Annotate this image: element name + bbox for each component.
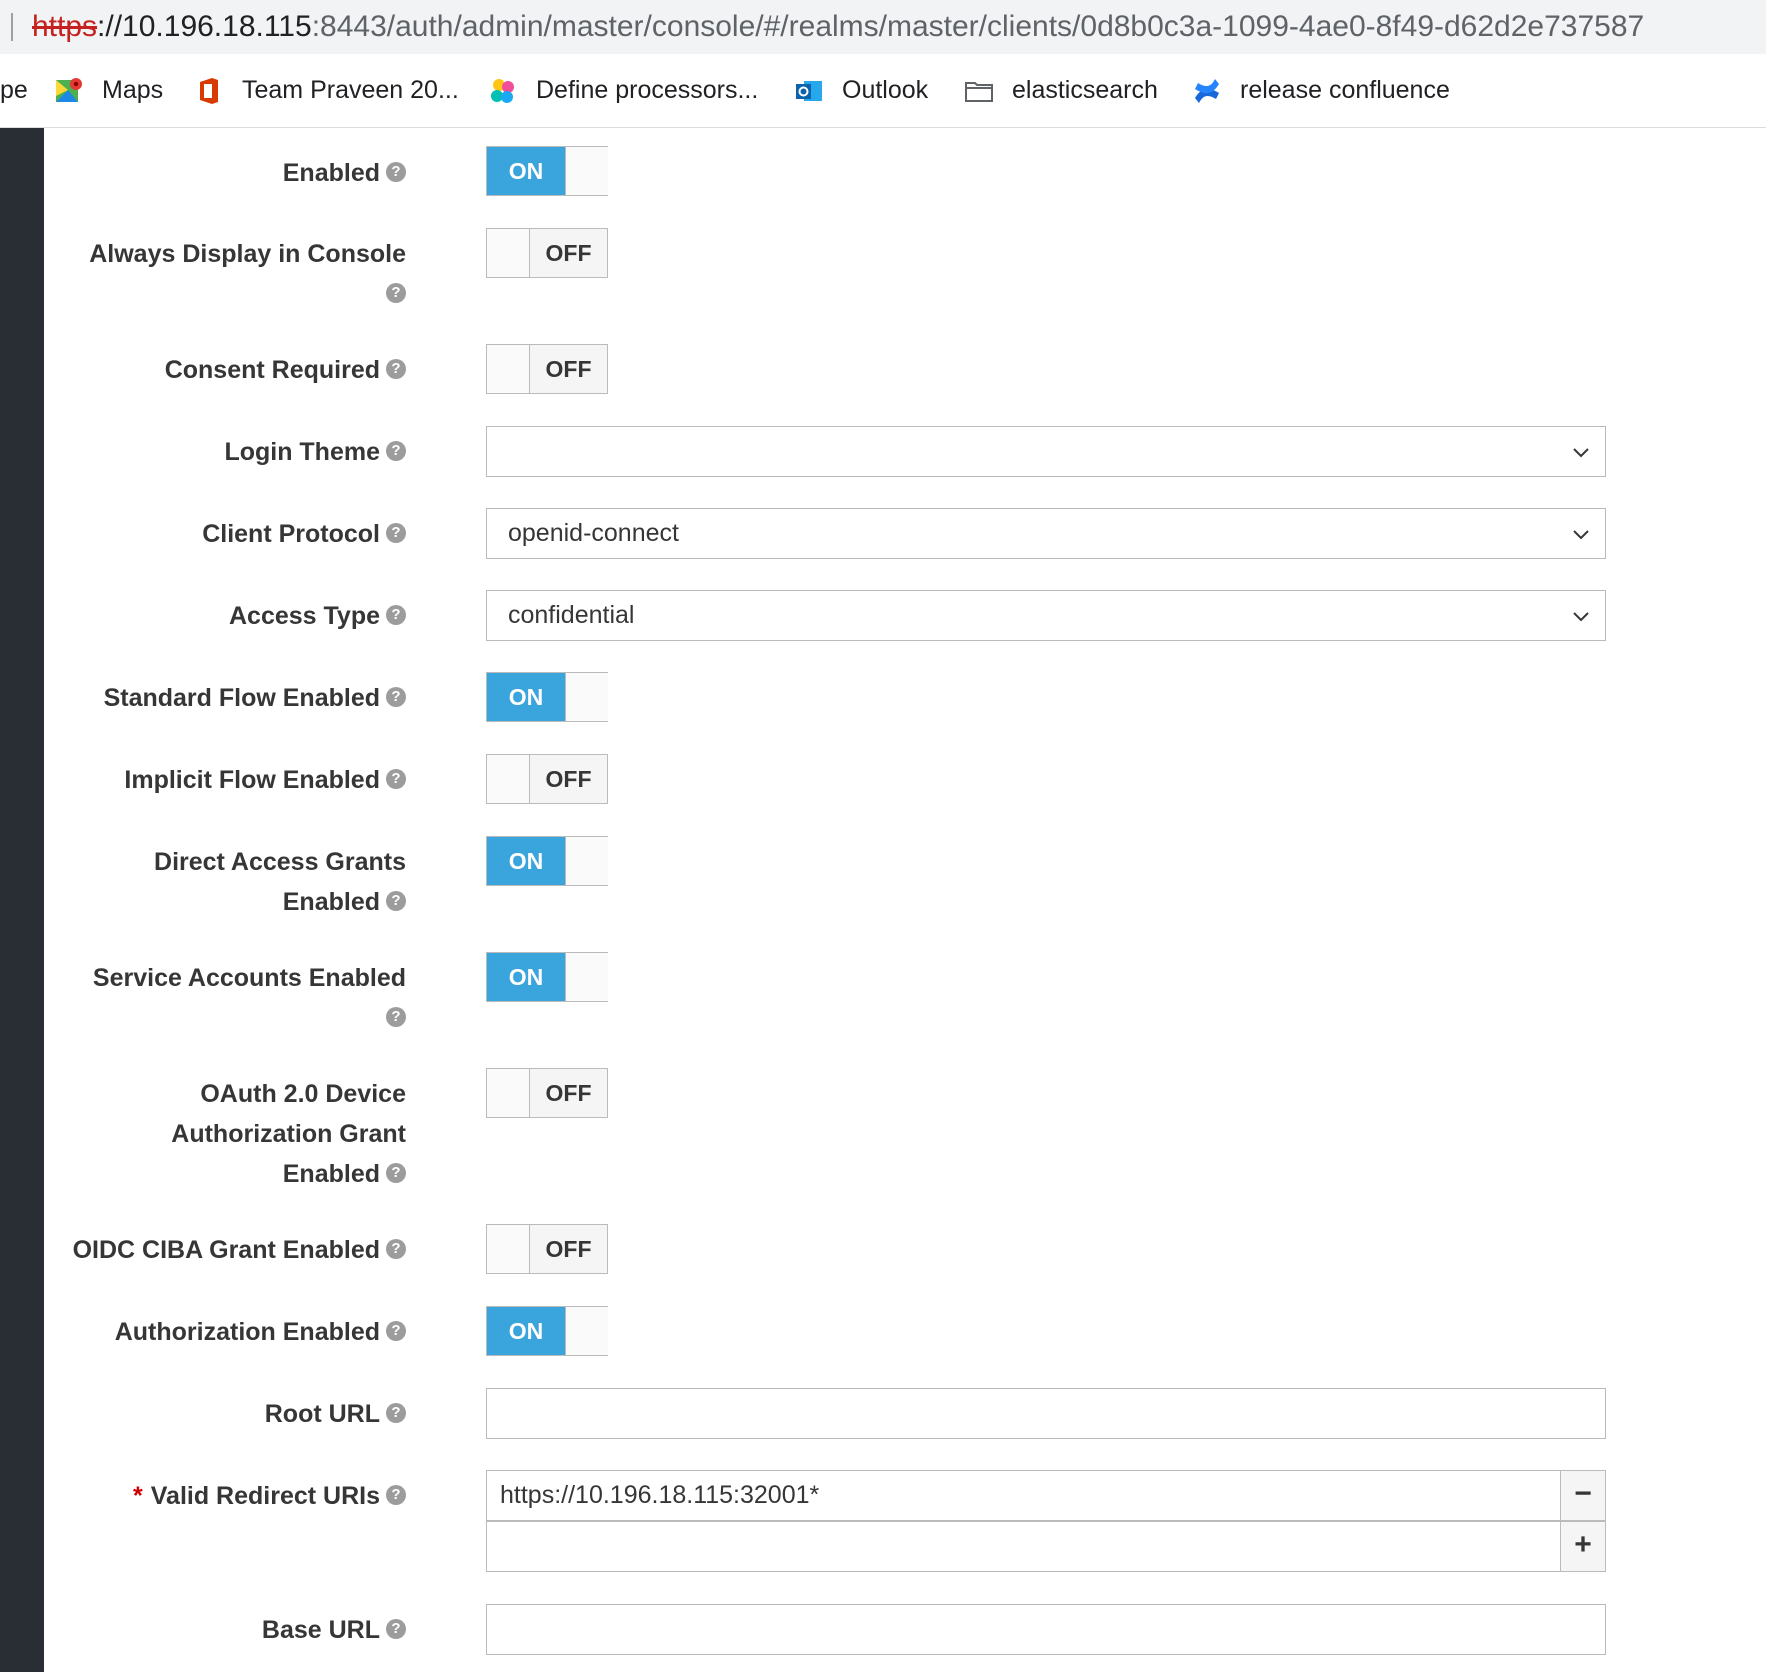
toggle-knob [487, 1069, 530, 1117]
toggle-standard-flow[interactable] [486, 672, 608, 722]
bookmark-define-processors[interactable] [488, 54, 758, 127]
label-text: Client Protocol [202, 520, 380, 548]
toggle-state: ON [487, 673, 565, 721]
maps-icon [54, 76, 84, 106]
toggle-always-display[interactable] [486, 228, 608, 278]
add-redirect-uri-button[interactable] [1560, 1521, 1606, 1572]
minus-icon: − [1574, 1477, 1592, 1510]
label-text: Authorization Grant [171, 1120, 406, 1148]
label-standard-flow [104, 678, 406, 718]
toggle-state: ON [487, 837, 565, 885]
confluence-icon [1192, 76, 1222, 106]
label-redirect-uris [133, 1476, 406, 1516]
bookmark-partial-label: pe [0, 76, 28, 104]
url-scheme: https [32, 10, 98, 43]
help-icon[interactable]: ? [386, 1239, 406, 1259]
select-value: confidential [508, 601, 635, 629]
required-marker: * [133, 1482, 143, 1510]
input-redirect-uri-2[interactable] [486, 1521, 1561, 1572]
select-login-theme[interactable] [486, 426, 1606, 477]
office-icon [194, 76, 224, 106]
help-icon[interactable]: ? [386, 523, 406, 543]
label-text: Service Accounts Enabled [92, 964, 406, 992]
toggle-state: ON [487, 147, 565, 195]
url-host: ://10.196.18.115 [97, 10, 312, 43]
help-icon[interactable]: ? [386, 605, 406, 625]
bookmark-label: Team Praveen 20... [242, 76, 459, 104]
label-direct-access-line2 [283, 882, 406, 922]
toggle-state: OFF [530, 1225, 607, 1273]
label-device-grant-line3 [283, 1154, 406, 1194]
label-text: Direct Access Grants [154, 848, 406, 876]
bookmark-partial[interactable] [0, 54, 28, 127]
toggle-state: ON [487, 953, 565, 1001]
label-root-url [265, 1394, 406, 1434]
label-always-display [89, 234, 406, 274]
label-ciba [73, 1230, 406, 1270]
label-text: Enabled [282, 159, 380, 187]
bookmark-label: Define processors... [536, 76, 759, 104]
toggle-knob [487, 1225, 530, 1273]
select-client-protocol[interactable] [486, 508, 1606, 559]
label-text: Enabled [282, 888, 380, 916]
input-base-url[interactable] [486, 1604, 1606, 1655]
label-text: Base URL [261, 1616, 380, 1644]
input-value: https://10.196.18.115:32001* [500, 1481, 820, 1509]
elastic-icon [488, 76, 518, 106]
folder-icon [964, 76, 994, 106]
chevron-down-icon [1571, 606, 1591, 626]
label-client-protocol [202, 514, 406, 554]
input-root-url[interactable] [486, 1388, 1606, 1439]
help-icon[interactable]: ? [386, 283, 406, 303]
toggle-state: OFF [530, 755, 607, 803]
outlook-icon [794, 76, 824, 106]
toggle-state: OFF [530, 1069, 607, 1117]
label-access-type [229, 596, 406, 636]
label-text: OAuth 2.0 Device [200, 1080, 406, 1108]
label-device-grant-line2 [171, 1114, 406, 1154]
toggle-knob [565, 673, 608, 721]
toggle-authorization[interactable] [486, 1306, 608, 1356]
bookmark-maps[interactable] [54, 54, 163, 127]
toggle-knob [487, 229, 530, 277]
select-value: openid-connect [508, 519, 679, 547]
bookmark-label: release confluence [1240, 76, 1450, 104]
label-text: Root URL [264, 1400, 380, 1428]
help-icon[interactable]: ? [386, 1403, 406, 1423]
toggle-device-grant[interactable] [486, 1068, 608, 1118]
toggle-enabled[interactable] [486, 146, 608, 196]
toggle-ciba[interactable] [486, 1224, 608, 1274]
label-text: Authorization Enabled [114, 1318, 380, 1346]
help-icon[interactable]: ? [386, 1007, 406, 1027]
help-icon[interactable]: ? [386, 769, 406, 789]
toggle-knob [565, 837, 608, 885]
toggle-implicit-flow[interactable] [486, 754, 608, 804]
toggle-knob [565, 1307, 608, 1355]
label-enabled [283, 153, 406, 193]
url-path: :8443/auth/admin/master/console/#/realms/master/clients/0d8b0c3a-1099-4ae0-8f49-d62d2e737587 [311, 10, 1645, 43]
toggle-state: OFF [530, 345, 607, 393]
bookmark-label: Outlook [842, 76, 929, 104]
help-icon[interactable]: ? [386, 441, 406, 461]
toggle-service-accounts[interactable] [486, 952, 608, 1002]
label-authorization [115, 1312, 406, 1352]
label-consent-required [165, 350, 406, 390]
label-text: Implicit Flow Enabled [124, 766, 380, 794]
help-icon[interactable]: ? [386, 1321, 406, 1341]
label-device-grant [200, 1074, 406, 1114]
toggle-direct-access[interactable] [486, 836, 608, 886]
bookmarks-bar [0, 54, 1766, 128]
address-bar-divider [11, 13, 13, 41]
label-implicit-flow [124, 760, 406, 800]
bookmark-release-confluence[interactable] [1192, 54, 1450, 127]
address-bar[interactable] [0, 0, 1766, 54]
toggle-state: OFF [530, 229, 607, 277]
chevron-down-icon [1571, 524, 1591, 544]
help-icon[interactable]: ? [386, 1619, 406, 1639]
left-sidebar [0, 128, 44, 1672]
toggle-knob [487, 345, 530, 393]
toggle-knob [565, 953, 608, 1001]
bookmark-elasticsearch[interactable] [964, 54, 1158, 127]
bookmark-team-praveen[interactable] [194, 54, 459, 127]
label-text: Always Display in Console [89, 240, 406, 268]
plus-icon: + [1574, 1528, 1592, 1561]
url-text[interactable] [32, 8, 1644, 46]
toggle-state: ON [487, 1307, 565, 1355]
label-text: Access Type [228, 602, 380, 630]
label-text: OIDC CIBA Grant Enabled [72, 1236, 380, 1264]
label-text: Valid Redirect URIs [150, 1482, 380, 1510]
label-direct-access [154, 842, 406, 882]
help-icon[interactable]: ? [386, 687, 406, 707]
chevron-down-icon [1571, 442, 1591, 462]
help-icon[interactable]: ? [386, 1485, 406, 1505]
help-icon[interactable]: ? [386, 1163, 406, 1183]
label-login-theme [224, 432, 406, 472]
toggle-knob [487, 755, 530, 803]
label-text: Consent Required [164, 356, 380, 384]
toggle-consent-required[interactable] [486, 344, 608, 394]
bookmark-label: Maps [102, 76, 164, 104]
bookmark-outlook[interactable] [794, 54, 928, 127]
label-service-accounts-help [380, 998, 406, 1038]
input-redirect-uri-1[interactable] [486, 1470, 1561, 1521]
label-always-display-help [380, 274, 406, 314]
remove-redirect-uri-button[interactable] [1560, 1470, 1606, 1521]
select-access-type[interactable] [486, 590, 1606, 641]
toggle-knob [565, 147, 608, 195]
help-icon[interactable]: ? [386, 359, 406, 379]
help-icon[interactable]: ? [386, 162, 406, 182]
label-base-url [262, 1610, 406, 1650]
help-icon[interactable]: ? [386, 891, 406, 911]
label-text: Enabled [282, 1160, 380, 1188]
bookmark-label: elasticsearch [1012, 76, 1158, 104]
label-service-accounts [93, 958, 406, 998]
label-text: Login Theme [224, 438, 380, 466]
label-text: Standard Flow Enabled [103, 684, 380, 712]
